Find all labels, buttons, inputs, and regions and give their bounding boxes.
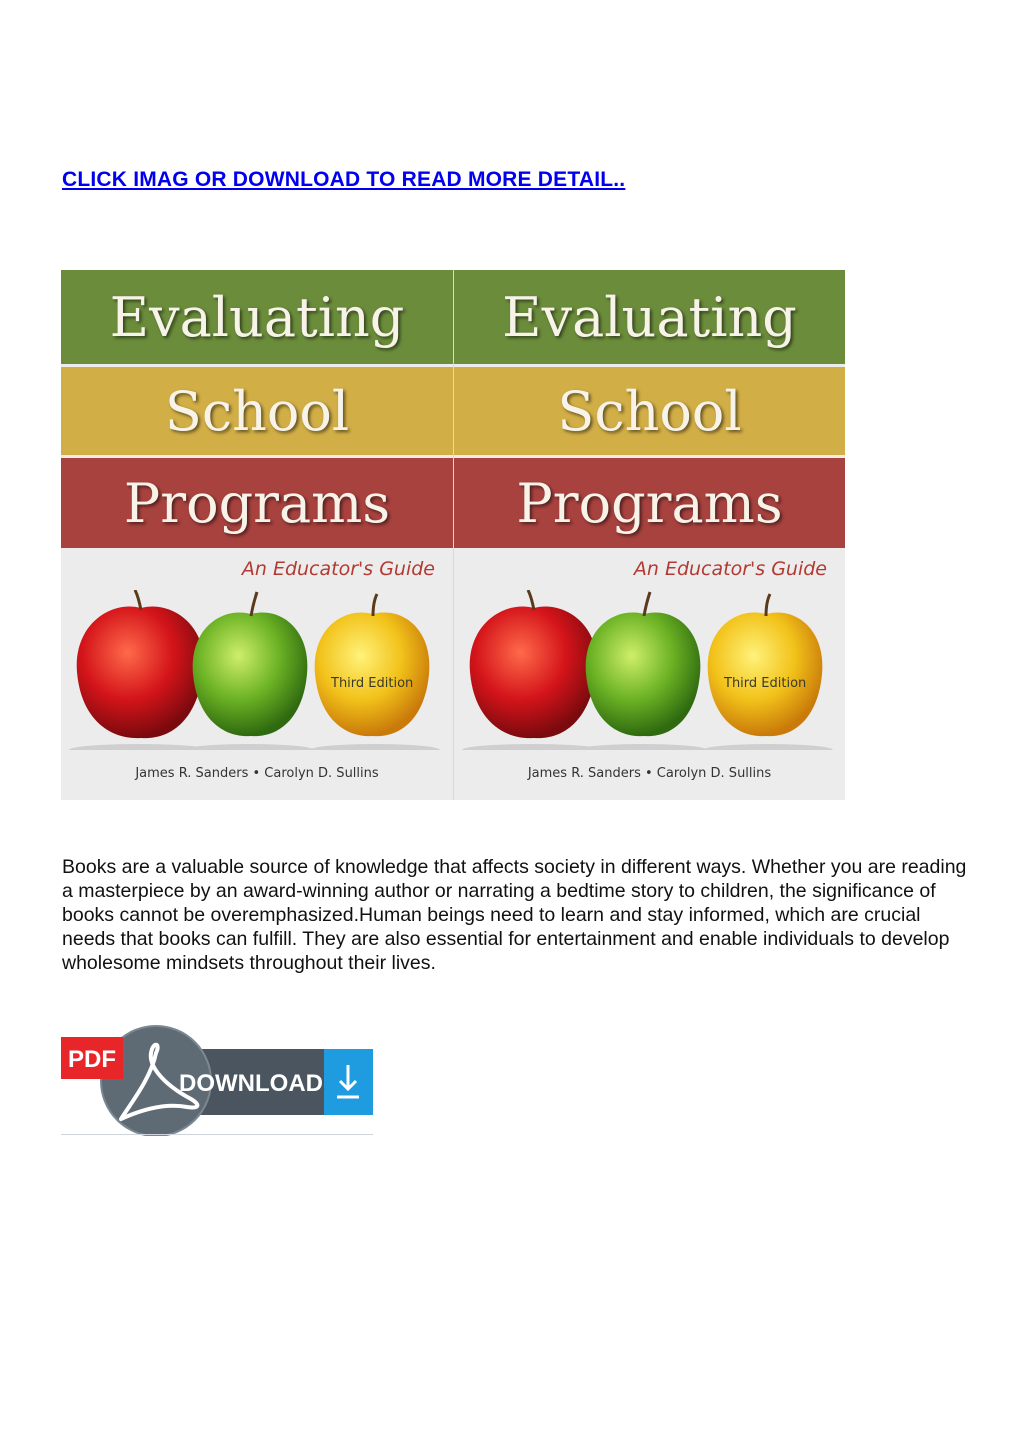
cover-title-line1: Evaluating [454, 270, 845, 364]
pdf-download-button[interactable] [61, 1023, 373, 1136]
apples-image [61, 590, 453, 750]
book-cover-right[interactable] [453, 270, 845, 800]
apples-image [454, 590, 845, 750]
cover-subtitle: An Educator's Guide [241, 558, 435, 580]
book-cover-images[interactable] [61, 270, 845, 800]
download-label: DOWNLOAD [179, 1070, 323, 1097]
pdf-badge: PDF [68, 1046, 116, 1073]
read-more-link[interactable]: CLICK IMAG OR DOWNLOAD TO READ MORE DETAIL.. [62, 168, 626, 191]
cover-authors: James R. Sanders • Carolyn D. Sullins [135, 766, 379, 781]
cover-title-line3: Programs [454, 458, 845, 548]
cover-edition: Third Edition [724, 676, 807, 691]
cover-edition: Third Edition [331, 676, 414, 691]
cover-title-line2: School [454, 367, 845, 455]
cover-authors: James R. Sanders • Carolyn D. Sullins [527, 766, 772, 781]
cover-subtitle: An Educator's Guide [633, 558, 827, 580]
cover-title-line2: School [61, 367, 453, 455]
book-description: Books are a valuable source of knowledge that affects society in different ways. Whether you are reading a masterpiece by an award-winning author or narrating a bedtime story to children, the significance of books cannot be overemphasized.Human beings need to learn and stay informed, which are crucial needs that books can fulfill. They are also essential for entertainment and enable individuals to develop wholesome mindsets throughout their lives. [62, 855, 967, 974]
divider [61, 1134, 373, 1135]
book-cover-left[interactable] [61, 270, 453, 800]
cover-title-line1: Evaluating [61, 270, 453, 364]
cover-title-line3: Programs [61, 458, 453, 548]
